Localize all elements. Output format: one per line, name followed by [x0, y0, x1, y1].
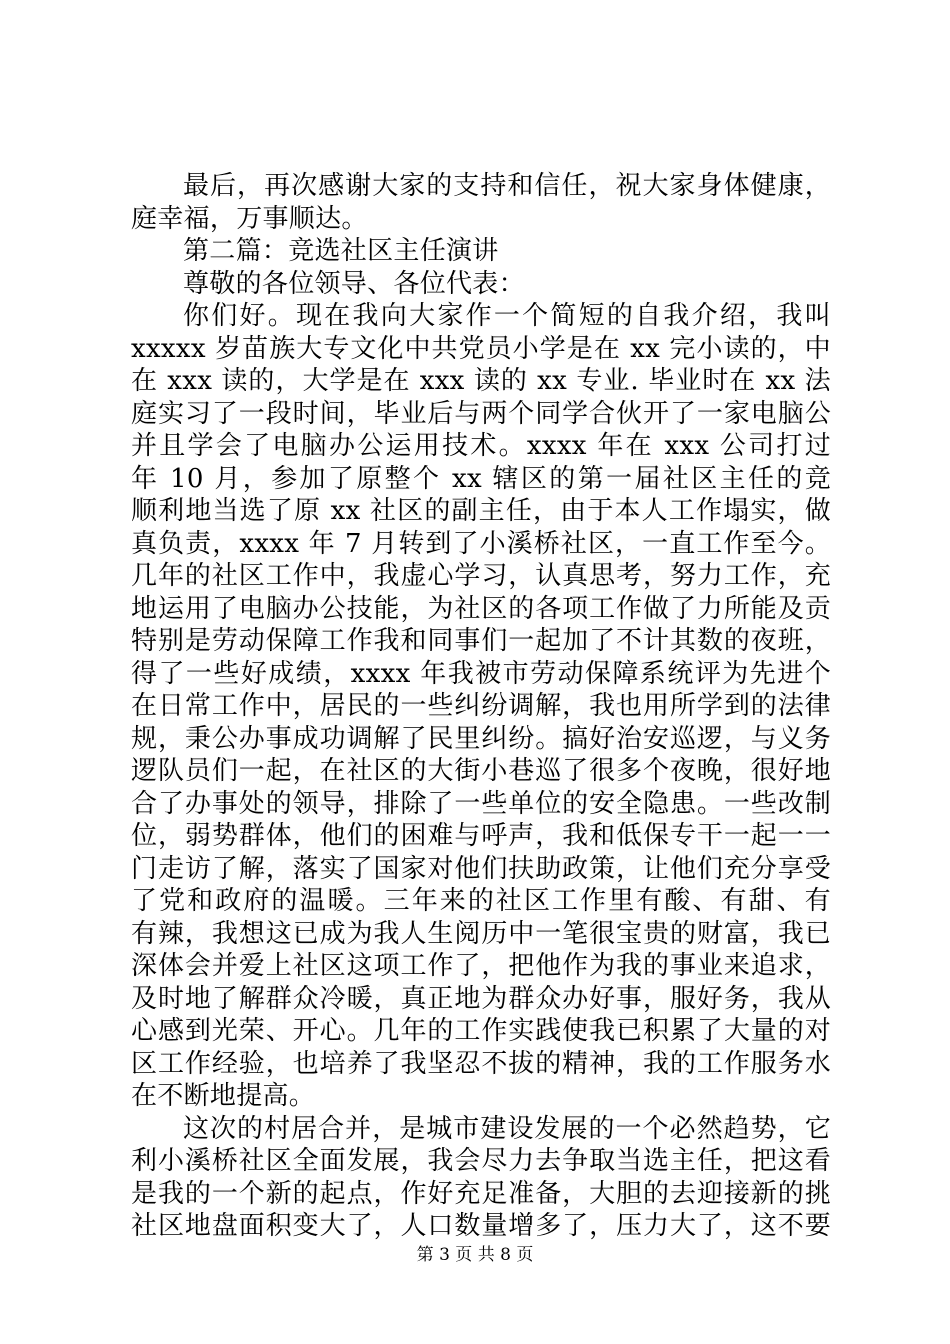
text-line: 年 10 月，参加了原整个 xx 辖区的第一届社区主任的竞 — [131, 463, 831, 494]
text-line: 庭实习了一段时间，毕业后与两个同学合伙开了一家电脑公 — [131, 398, 831, 429]
text-line: 庭幸福，万事顺达。 — [131, 203, 368, 234]
salutation: 尊敬的各位领导、各位代表： — [183, 268, 525, 299]
text-line: 顺利地当选了原 xx 社区的副主任，由于本人工作塌实，做 — [131, 496, 831, 526]
text-line: 在 xxx 读的，大学是在 xxx 读的 xx 专业. 毕业时在 xx 法 — [131, 366, 831, 396]
document-body — [131, 170, 831, 1243]
text-line: 并且学会了电脑办公运用技术。xxxx 年在 xxx 公司打过 — [131, 431, 831, 461]
text-line: 得了一些好成绩，xxxx 年我被市劳动保障系统评为先进个 — [131, 658, 831, 689]
text-line: 心感到光荣、开心。几年的工作实践使我已积累了大量的对 — [131, 1016, 831, 1046]
text-line: 你们好。现在我向大家作一个简短的自我介绍，我叫 — [183, 301, 831, 331]
text-line: 地运用了电脑办公技能，为社区的各项工作做了力所能及贡 — [131, 593, 831, 624]
page-footer: 第 3 页 共 8 页 — [416, 1245, 534, 1265]
text-line: 利小溪桥社区全面发展，我会尽力去争取当选主任，把这看 — [131, 1146, 831, 1176]
text-line: 社区地盘面积变大了，人口数量增多了，压力大了，这不要 — [131, 1211, 831, 1241]
text-line: 规，秉公办事成功调解了民里纠纷。搞好治安巡逻，与义务 — [131, 723, 831, 754]
text-line: 真负责，xxxx 年 7 月转到了小溪桥社区，一直工作至今。 — [131, 528, 831, 559]
text-line: 位，弱势群体，他们的困难与呼声，我和低保专干一起一一 — [131, 821, 831, 851]
text-line: 逻队员们一起，在社区的大街小巷巡了很多个夜晚，很好地 — [131, 756, 831, 786]
text-line: 是我的一个新的起点，作好充足准备，大胆的去迎接新的挑 — [131, 1178, 831, 1209]
section-heading: 第二篇：竞选社区主任演讲 — [183, 236, 499, 266]
text-line: 及时地了解群众冷暖，真正地为群众办好事，服好务，我从 — [131, 983, 831, 1014]
text-line: 合了办事处的领导，排除了一些单位的安全隐患。一些改制 — [131, 788, 831, 819]
text-line: 区工作经验，也培养了我坚忍不拔的精神，我的工作服务水 — [131, 1048, 831, 1079]
text-line: 几年的社区工作中，我虚心学习，认真思考，努力工作，充 — [131, 561, 831, 591]
text-line: 深体会并爱上社区这项工作了，把他作为我的事业来追求， — [131, 951, 831, 981]
text-line: 有辣，我想这已成为我人生阅历中一笔很宝贵的财富，我已 — [131, 918, 831, 949]
text-line: 特别是劳动保障工作我和同事们一起加了不计其数的夜班， — [131, 626, 831, 656]
text-line: 这次的村居合并，是城市建设发展的一个必然趋势，它 — [183, 1113, 831, 1144]
text-line: 在不断地提高。 — [131, 1081, 316, 1111]
text-line: 门走访了解，落实了国家对他们扶助政策，让他们充分享受 — [131, 853, 831, 884]
text-line: xxxxx 岁苗族大专文化中共党员小学是在 xx 完小读的，中 — [131, 333, 831, 364]
text-line: 了党和政府的温暖。三年来的社区工作里有酸、有甜、有 — [131, 886, 831, 916]
text-line: 在日常工作中，居民的一些纠纷调解，我也用所学到的法律 — [131, 691, 831, 721]
text-line: 最后，再次感谢大家的支持和信任，祝大家身体健康， — [183, 171, 831, 201]
